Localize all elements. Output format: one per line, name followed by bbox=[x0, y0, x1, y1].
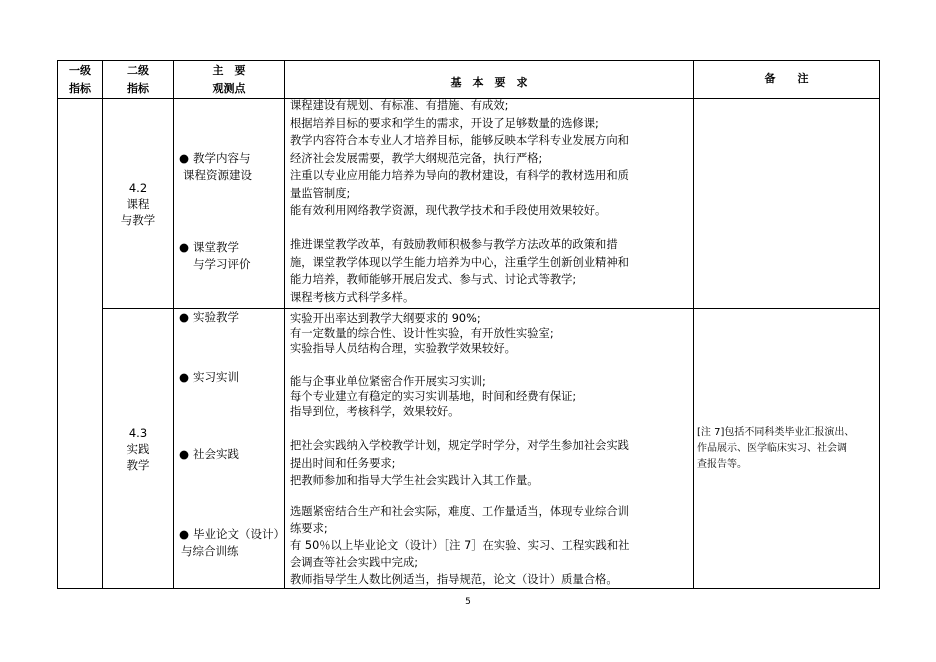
observation-4-3 bbox=[174, 309, 285, 589]
req-block: 推进课堂教学改革，有鼓励教师积极参与教学方法改革的政策和措 施，课堂教学体现以学生能力培养为中心，注重学生创新创业精神和 能力培养，教师能够开展启发式、参与式、讨论式等教学; 课程考核方式科学多样。 bbox=[290, 238, 629, 304]
level2-4-3: 4.3 实践 教学 bbox=[103, 309, 174, 589]
obs-item: ● 教学内容与 课程资源建设 bbox=[179, 151, 252, 182]
observation-4-2 bbox=[174, 99, 285, 309]
requirements-4-3 bbox=[285, 309, 694, 589]
requirements-4-2 bbox=[285, 99, 694, 309]
row-4-3 bbox=[58, 309, 880, 589]
header-level1: 一级 指标 bbox=[58, 61, 103, 99]
level1-cell bbox=[58, 99, 103, 589]
evaluation-table bbox=[57, 60, 880, 589]
bullet-icon: ● bbox=[179, 310, 190, 324]
header-level2: 二级 指标 bbox=[103, 61, 174, 99]
obs-item: ● 实习实训 bbox=[179, 370, 239, 384]
header-requirements: 基 本 要 求 bbox=[285, 61, 694, 99]
bullet-icon: ● bbox=[179, 240, 190, 254]
remarks-4-3: [注 7]包括不同科类毕业汇报演出、 作品展示、医学临床实习、社会调 查报告等。 bbox=[694, 309, 880, 589]
req-block: 实验开出率达到教学大纲要求的 90%; 有一定数量的综合性、设计性实验，有开放性实验室; 实验指导人员结构合理，实验教学效果较好。 bbox=[290, 312, 554, 355]
page-number: 5 bbox=[465, 597, 471, 607]
req-block: 课程建设有规划、有标准、有措施、有成效; 根据培养目标的要求和学生的需求，开设了足够数量的选修课; 教学内容符合本专业人才培养目标，能够反映本学科专业发展方向和 经济社会发展需要，教学大纲规范完备，执行严格; 注重以专业应用能力培养为导向的教材建设，有科学的教材选用和质 量监管制度; 能有效利用网络教学资源，现代教学技术和手段使用效果较好。 bbox=[290, 99, 629, 217]
header-observation: 主 要 观测点 bbox=[174, 61, 285, 99]
obs-item: ● 实验教学 bbox=[179, 310, 239, 324]
req-block: 能与企事业单位紧密合作开展实习实训; 每个专业建立有稳定的实习实训基地，时间和经费有保证; 指导到位，考核科学，效果较好。 bbox=[290, 375, 577, 418]
obs-item: ● 毕业论文（设计） 与综合训练 bbox=[179, 527, 285, 558]
bullet-icon: ● bbox=[179, 447, 190, 461]
obs-item: ● 课堂教学 与学习评价 bbox=[179, 240, 251, 271]
remarks-4-2 bbox=[694, 99, 880, 309]
row-4-2 bbox=[58, 99, 880, 309]
bullet-icon: ● bbox=[179, 527, 190, 541]
bullet-icon: ● bbox=[179, 370, 190, 384]
header-remarks: 备 注 bbox=[694, 61, 880, 99]
req-block: 把社会实践纳入学校教学计划，规定学时学分，对学生参加社会实践 提出时间和任务要求; 把教师参加和指导大学生社会实践计入其工作量。 bbox=[290, 439, 629, 487]
req-block: 选题紧密结合生产和社会实际，难度、工作量适当，体现专业综合训 练要求; 有 50％以上毕业论文（设计）［注 7］在实验、实习、工程实践和社 会调查等社会实践中完成; 教师指导学生人数比例适当，指导规范，论文（设计）质量合格。 bbox=[290, 505, 630, 586]
header-row bbox=[58, 61, 880, 99]
obs-item: ● 社会实践 bbox=[179, 447, 239, 461]
level2-4-2: 4.2 课程 与教学 bbox=[103, 99, 174, 309]
bullet-icon: ● bbox=[179, 151, 190, 165]
